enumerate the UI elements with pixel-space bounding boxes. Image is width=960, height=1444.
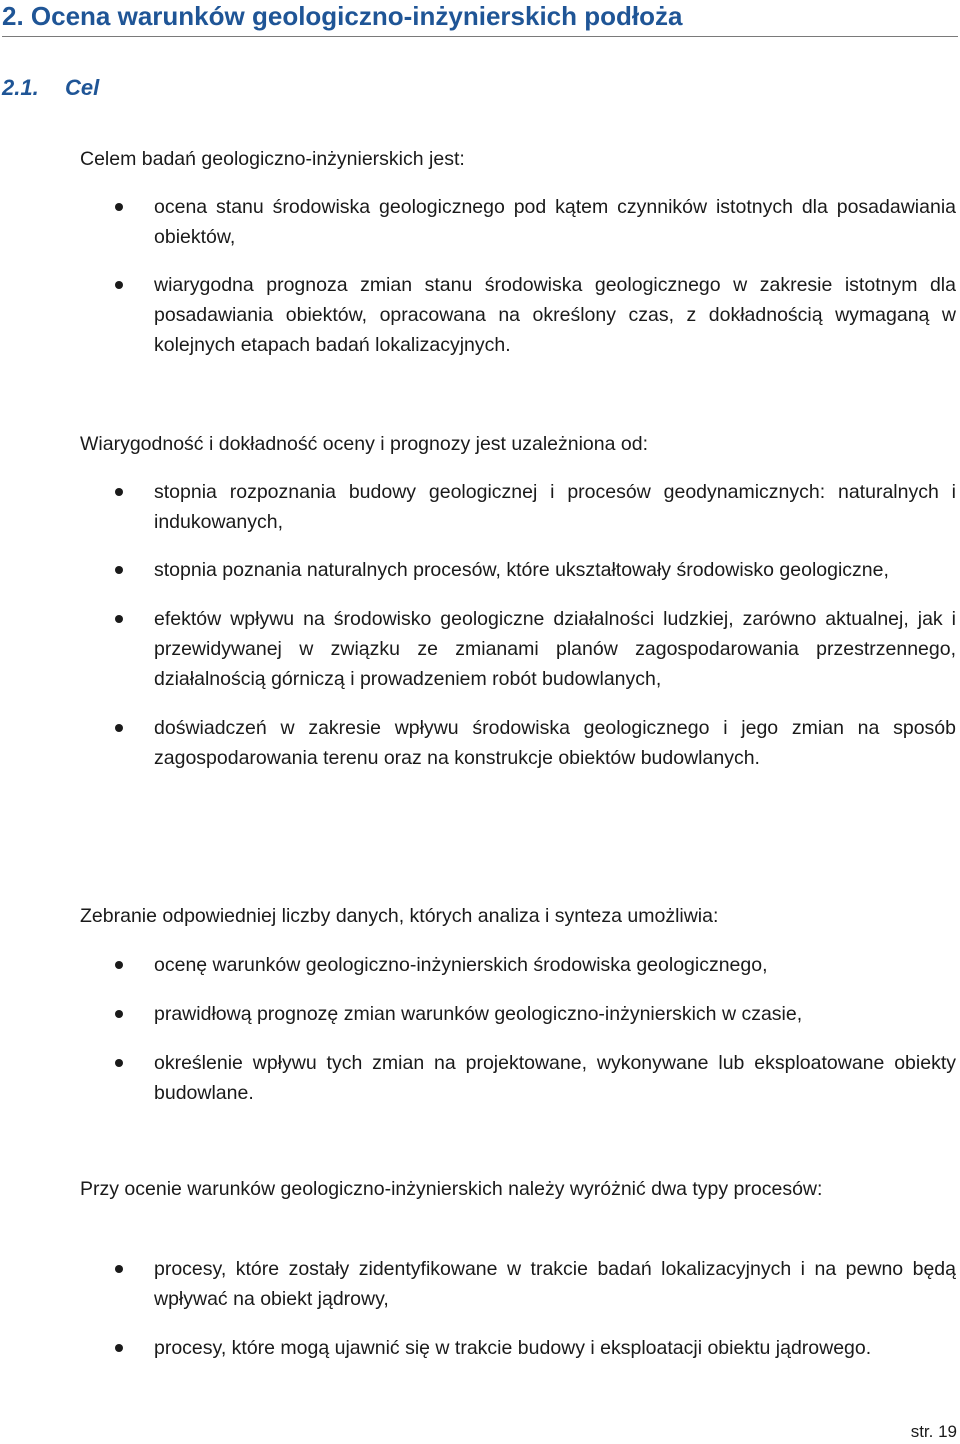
list-item <box>154 1254 956 1314</box>
section-title: Cel <box>65 75 100 100</box>
list-item-text: wiarygodna prognoza zmian stanu środowiska geologicznego w zakresie istotnym dla posadawiania obiektów, opracowana na określony czas, z dokładnością wymaganą w kolejnych etapach badań lokalizacyjnych. <box>154 274 956 356</box>
list-item <box>154 604 956 694</box>
bullet-icon <box>115 1059 123 1067</box>
list-item-text: ocenę warunków geologiczno-inżynierskich środowiska geologicznego, <box>154 954 768 976</box>
bullet-icon <box>115 203 123 211</box>
bullet-icon <box>115 1265 123 1273</box>
paragraph-intro: Zebranie odpowiedniej liczby danych, których analiza i synteza umożliwia: <box>80 905 719 927</box>
list-item-text: określenie wpływu tych zmian na projektowane, wykonywane lub eksploatowane obiekty budowlane. <box>154 1052 956 1104</box>
bullet-icon <box>115 961 123 969</box>
bullet-list <box>154 477 956 773</box>
page-number: str. 19 <box>910 1422 957 1441</box>
chapter-heading: 2. Ocena warunków geologiczno-inżynierskich podłoża <box>2 0 958 37</box>
list-item <box>154 999 956 1029</box>
list-item-text: procesy, które zostały zidentyfikowane w trakcie badań lokalizacyjnych i na pewno będą wpływać na obiekt jądrowy, <box>154 1258 956 1310</box>
paragraph-intro: Celem badań geologiczno-inżynierskich jest: <box>80 148 465 170</box>
bullet-icon <box>115 488 123 496</box>
section-number: 2.1. <box>2 75 39 100</box>
bullet-list <box>154 192 956 360</box>
bullet-icon <box>115 724 123 732</box>
bullet-icon <box>115 566 123 574</box>
paragraph-intro: Przy ocenie warunków geologiczno-inżynierskich należy wyróżnić dwa typy procesów: <box>80 1178 823 1200</box>
bullet-list <box>154 950 956 1108</box>
list-item <box>154 477 956 537</box>
bullet-icon <box>115 1010 123 1018</box>
list-item <box>154 950 956 980</box>
list-item <box>154 270 956 360</box>
list-item <box>154 1048 956 1108</box>
list-item <box>154 192 956 252</box>
list-item <box>154 713 956 773</box>
list-item-text: doświadczeń w zakresie wpływu środowiska geologicznego i jego zmian na sposób zagospodarowania terenu oraz na konstrukcje obiektów budowlanych. <box>154 717 956 769</box>
list-item-text: efektów wpływu na środowisko geologiczne działalności ludzkiej, zarówno aktualnej, jak i przewidywanej w związku ze zmianami planów zagospodarowania przestrzennego, działalnością górniczą i prowadzeniem robót budowlanych, <box>154 608 956 690</box>
bullet-icon <box>115 281 123 289</box>
list-item-text: procesy, które mogą ujawnić się w trakcie budowy i eksploatacji obiektu jądrowego. <box>154 1337 872 1359</box>
list-item <box>154 555 956 585</box>
bullet-list <box>154 1254 956 1363</box>
bullet-icon <box>115 1344 123 1352</box>
list-item <box>154 1333 956 1363</box>
list-item-text: stopnia rozpoznania budowy geologicznej i procesów geodynamicznych: naturalnych i indukowanych, <box>154 481 956 533</box>
list-item-text: ocena stanu środowiska geologicznego pod kątem czynników istotnych dla posadawiania obiektów, <box>154 196 956 248</box>
bullet-icon <box>115 615 123 623</box>
paragraph-intro: Wiarygodność i dokładność oceny i prognozy jest uzależniona od: <box>80 433 648 455</box>
list-item-text: stopnia poznania naturalnych procesów, które ukształtowały środowisko geologiczne, <box>154 559 889 581</box>
section-heading <box>2 73 99 103</box>
list-item-text: prawidłową prognozę zmian warunków geologiczno-inżynierskich w czasie, <box>154 1003 803 1025</box>
